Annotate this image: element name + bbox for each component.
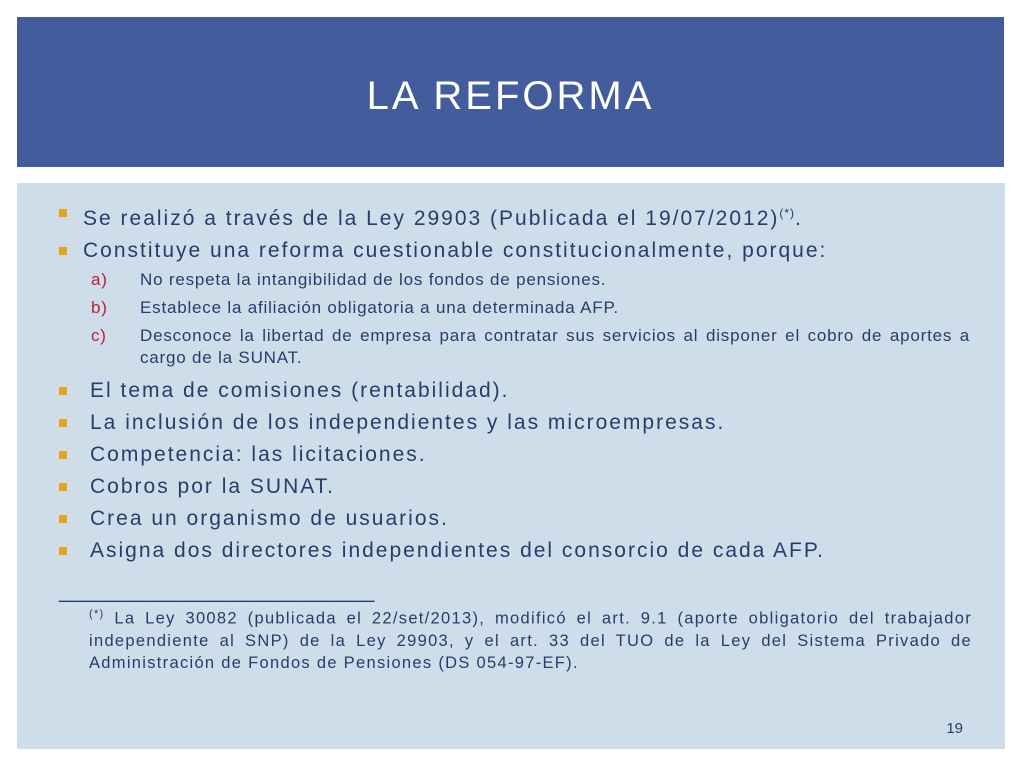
title-band (17, 17, 1004, 167)
bullet-list (59, 197, 979, 674)
bullet-text: Asigna dos directores independientes del consorcio de cada AFP. (90, 539, 826, 562)
sub-item-text: No respeta la intangibilidad de los fondos de pensiones. (140, 270, 607, 289)
footnote-ref: (*) (779, 206, 796, 220)
bullet-text: Se realizó a través de la Ley 29903 (Publicada el 19/07/2012) (83, 207, 780, 230)
footnote-marker: (*) (89, 608, 105, 620)
sub-item-text: Desconoce la libertad de empresa para contratar sus servicios al disponer el cobro de aportes a cargo de la SUNAT. (140, 326, 970, 367)
footnote-text: La Ley 30082 (publicada el 22/set/2013), modificó el art. 9.1 (aporte obligatorio del trabajador independiente al SNP) de la Ley 29903, y el art. 33 del TUO de la Ley del Sistema Privado de Administración de Fondos de Pensiones (DS 054-97-EF). (89, 609, 972, 672)
bullet-item-reform (59, 235, 979, 267)
bullet-tail: . (795, 207, 803, 230)
footnote-separator: ___________________________ (59, 580, 375, 603)
bullet-text: Constituye una reforma cuestionable constitucionalmente, porque: (83, 239, 828, 262)
bullet-item (59, 535, 979, 567)
bullet-square-icon (59, 247, 67, 255)
sub-item-marker: a) (91, 270, 108, 289)
bullet-text: Crea un organismo de usuarios. (90, 507, 449, 530)
bullet-item (59, 439, 979, 471)
sub-item-marker: c) (91, 326, 107, 345)
footnote (59, 603, 972, 674)
slide-title: LA REFORMA (366, 73, 655, 118)
page-number: 19 (946, 720, 963, 737)
sub-item (59, 325, 970, 369)
bullet-text: La inclusión de los independientes y las microempresas. (90, 411, 726, 434)
sub-item (59, 297, 970, 319)
bullet-square-icon (59, 547, 67, 555)
bullet-square-icon (59, 387, 67, 395)
bullet-item-law (59, 197, 979, 235)
bullet-square-icon (59, 483, 67, 491)
bullet-item (59, 407, 979, 439)
bullet-square-icon (59, 419, 67, 427)
bullet-item (59, 375, 979, 407)
bullet-text: Cobros por la SUNAT. (90, 475, 336, 498)
content-panel (17, 183, 1005, 749)
sub-item (59, 269, 970, 291)
bullet-text: El tema de comisiones (rentabilidad). (90, 379, 510, 402)
sub-item-text: Establece la afiliación obligatoria a una determinada AFP. (140, 298, 619, 317)
bullet-square-icon (59, 515, 67, 523)
bullet-text: Competencia: las licitaciones. (90, 443, 427, 466)
bullet-square-icon (59, 451, 67, 459)
bullet-item (59, 503, 979, 535)
bullet-item (59, 471, 979, 503)
sub-item-marker: b) (91, 298, 108, 317)
bullet-square-icon (59, 209, 67, 217)
